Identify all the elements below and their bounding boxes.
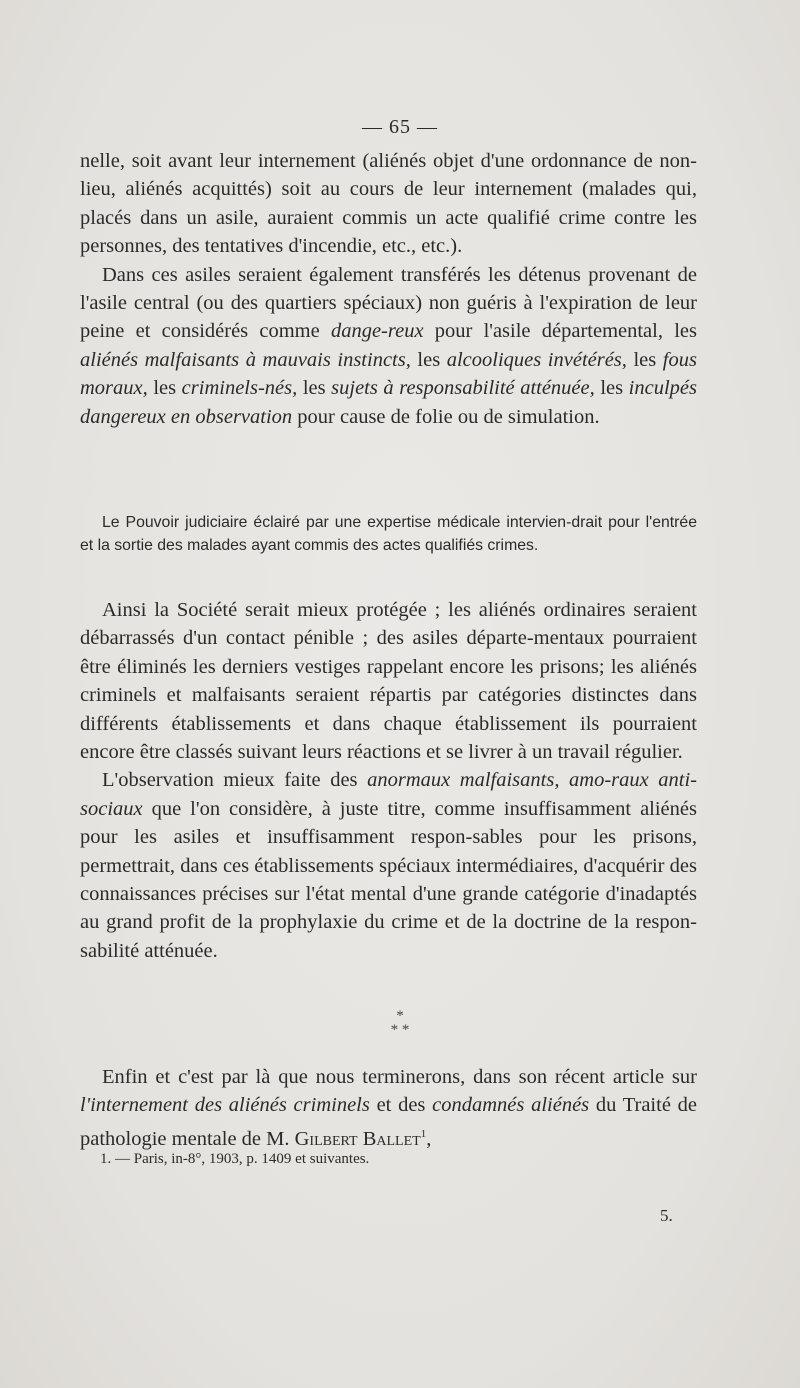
judicial-note [80, 512, 697, 557]
paragraph-conclusion: Enfin et c'est par là que nous terminerons, dans son récent article sur l'internement des aliénés criminels et des condamnés aliénés du Traité de pathologie mentale de M. Gilbert Ballet$^1$, [80, 1066, 697, 1150]
footnote-marker: 1 [420, 1127, 427, 1140]
footnote: 1. — Paris, in-8°, 1903, p. 1409 et suivantes. [100, 1151, 370, 1167]
author-name: Gilbert Ballet [294, 1127, 421, 1150]
paragraph-continuation: nelle, soit avant leur internement (aliénés objet d'une ordonnance de non-lieu, aliénés acquittés) soit au cours de leur internement (malades qui, placés dans un asile, auraient commis un acte qualifié crime contre les personnes, des tentatives d'incendie, etc., etc.). [80, 150, 697, 258]
asterism-bottom: * * [390, 1022, 410, 1038]
paragraph-observation: L'observation mieux faite des anormaux malfaisants, amo-raux anti-sociaux que l'on considère, à juste titre, comme insuffisamment aliénés pour les asiles et insuffisamment respon-sables pour les prisons, permettrait, dans ces établissements spéciaux intermédiaires, d'acquérir des connaissances précises sur l'état mental d'une grande catégorie d'inadaptés au grand profit de la prophylaxie du crime et de la doctrine de la respon-sabilité atténuée. [80, 769, 697, 962]
paragraph-transfers: Dans ces asiles seraient également transférés les détenus provenant de l'asile central (ou des quartiers spéciaux) non guéris à l'expiration de leur peine et considérés comme dange-reux pour l'asile départemental, les aliénés malfaisants à mauvais instincts, les alcooliques invétérés, les fous moraux, les criminels-nés, les sujets à responsabilité atténuée, les inculpés dangereux en observation pour cause de folie ou de simulation. [80, 263, 697, 428]
paragraph-society: Ainsi la Société serait mieux protégée ; les aliénés ordinaires seraient débarrassés d'un contact pénible ; des asiles départe-mentaux pourraient être éliminés les derniers vestiges rappelant encore les prisons; les aliénés criminels et malfaisants seraient répartis par catégories distinctes dans différents établissements et dans chaque établissement ils pourraient encore être classés suivant leurs réactions et se livrer à un travail régulier. [80, 599, 697, 764]
body-text-bottom [80, 1063, 697, 1153]
page-number: — 65 — [362, 116, 438, 138]
signature-mark: 5. [660, 1206, 673, 1225]
note-text: Le Pouvoir judiciaire éclairé par une expertise médicale intervien-drait pour l'entrée et la sortie des malades ayant commis des actes qualifiés crimes. [80, 514, 697, 554]
body-text-middle [80, 596, 697, 965]
asterism-top: * [396, 1008, 404, 1024]
body-text-top [80, 147, 697, 431]
